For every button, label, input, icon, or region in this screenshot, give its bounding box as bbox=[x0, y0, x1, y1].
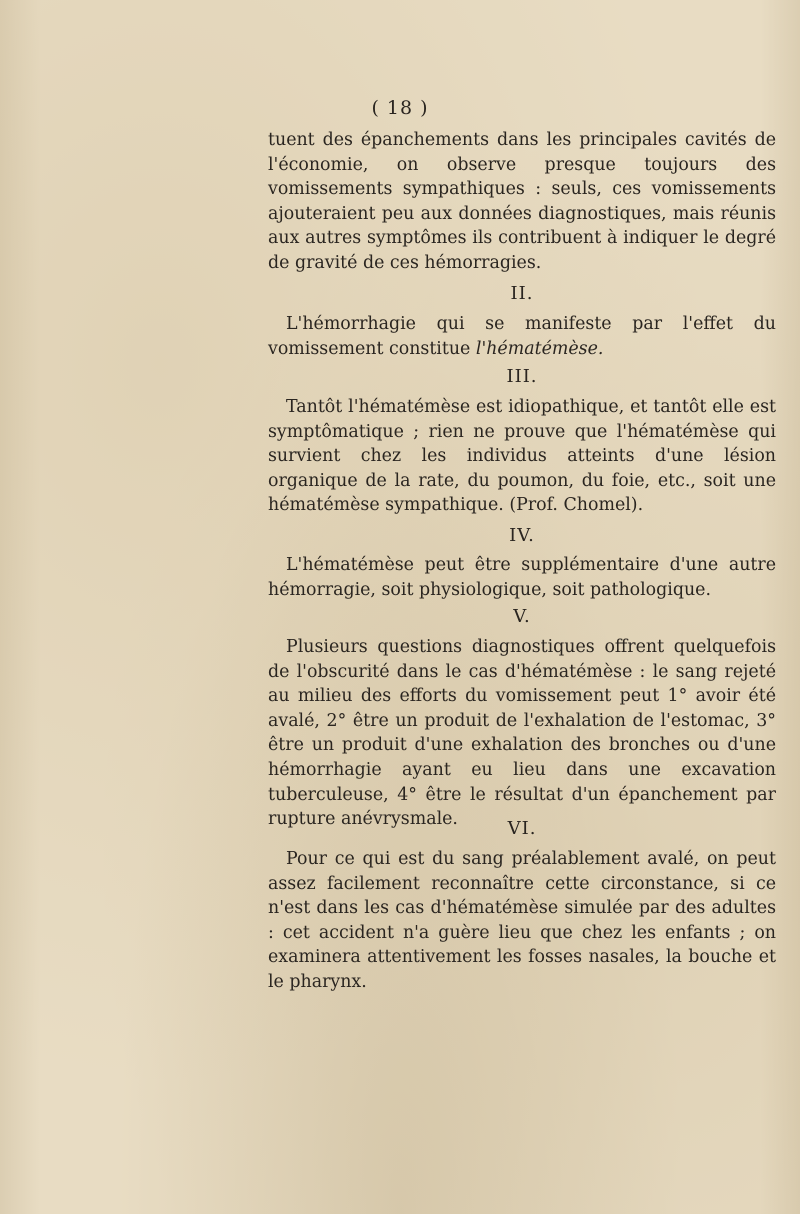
paragraph-text: Tantôt l'hématémèse est idiopathique, et tantôt elle est symptômatique ; rien ne prouve que l'hématémèse qui survient chez les individus atteints d'une lésion organique de la rate, du poumon, du foie, etc., soit une hématémèse sympathique. (Prof. Chomel). bbox=[268, 397, 776, 516]
section-heading-iv: IV. bbox=[509, 525, 535, 546]
section-heading-iii: III. bbox=[506, 366, 538, 387]
paragraph-ii bbox=[268, 312, 776, 361]
section-heading-v: V. bbox=[513, 606, 531, 627]
paragraph-text-roman: L'hémorrhagie qui se manifeste par l'effet du vomissement constitue bbox=[268, 314, 776, 359]
paragraph-text-italic: l'hématémèse. bbox=[475, 338, 604, 359]
paragraph-text: Pour ce qui est du sang préalablement avalé, on peut assez facilement reconnaître cette circonstance, si ce n'est dans les cas d'hématémèse simulée par des adultes : cet accident n'a guère lieu que chez les enfants ; on examinera attentivement les fosses nasales, la bouche et le pharynx. bbox=[268, 849, 776, 992]
paragraph-text: L'hématémèse peut être supplémentaire d'une autre hémorragie, soit physiologique, soit pathologique. bbox=[268, 555, 776, 600]
paragraph-v bbox=[268, 635, 776, 832]
paragraph-iii bbox=[268, 395, 776, 518]
paragraph-vi bbox=[268, 847, 776, 995]
paragraph-text: Plusieurs questions diagnostiques offrent quelquefois de l'obscurité dans le cas d'hématémèse : le sang rejeté au milieu des efforts du vomissement peut 1° avoir été avalé, 2° être un produit de l'exhalation de l'estomac, 3° être un produit d'une exhalation des bronches ou d'une hémorrhagie ayant eu lieu dans une excavation tuberculeuse, 4° être le résultat d'un épanchement par rupture anévrysmale. bbox=[268, 637, 776, 830]
paragraph-text: tuent des épanchements dans les principales cavités de l'économie, on observe presque toujours des vomissements sympathiques : seuls, ces vomissements ajouteraient peu aux données diagnostiques, mais réunis aux autres symptômes ils contribuent à indiquer le degré de gravité de ces hémorragies. bbox=[268, 130, 776, 273]
section-heading-vi: VI. bbox=[507, 818, 537, 839]
paragraph-text bbox=[268, 312, 776, 361]
section-heading-ii: II. bbox=[510, 283, 534, 304]
paragraph-iv bbox=[268, 553, 776, 602]
paragraph-continuation bbox=[268, 128, 776, 276]
page-number: ( 18 ) bbox=[371, 97, 429, 119]
